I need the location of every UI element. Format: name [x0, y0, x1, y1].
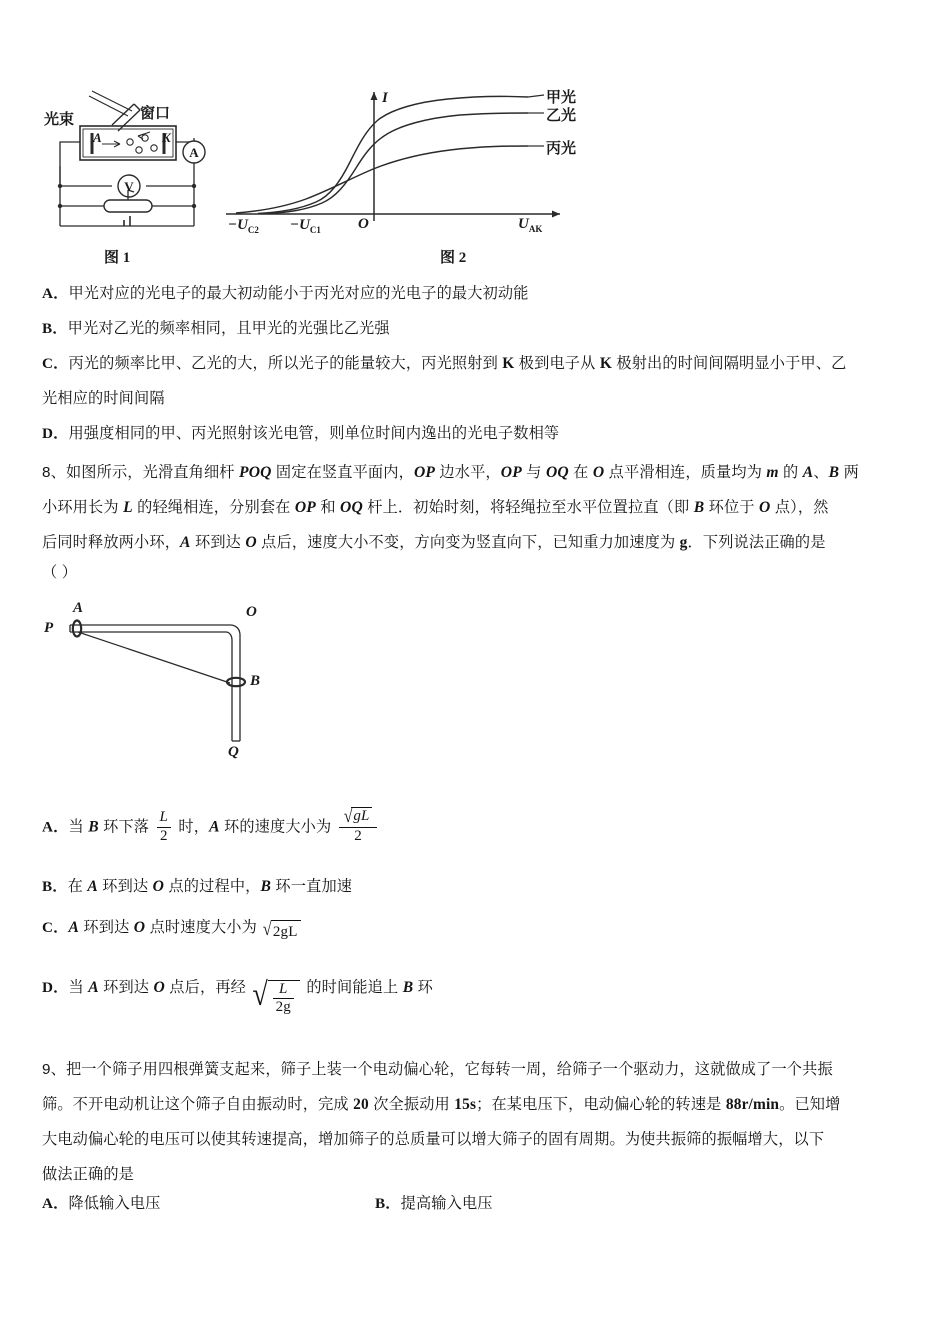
q7-option-c-line2 — [42, 389, 165, 409]
q8-option-d-seg3: 点后，再经 — [164, 979, 251, 996]
figure-2-caption: 图 2 — [440, 250, 467, 266]
q8-option-d — [42, 978, 433, 1016]
q8-option-d-seg2: 环到达 — [98, 979, 154, 996]
q8-l1-i4: OQ — [545, 464, 569, 481]
q8-answer-blank-text: （ ） — [42, 564, 78, 581]
q8-l1-i5: O — [592, 464, 605, 481]
q9-option-b — [375, 1194, 493, 1214]
poq-label-p: P — [44, 620, 54, 636]
figure-2-graph — [222, 78, 602, 273]
tick-uc2-sub: C2 — [247, 225, 259, 235]
q8-option-c-i1: A — [68, 919, 80, 936]
q7-option-b-mark: B． — [42, 320, 68, 337]
q9-oscillation-count: 20 — [353, 1096, 369, 1113]
q8-l1-p7: 的 — [778, 464, 803, 481]
q8-option-d-seg4: 的时间能追上 — [301, 979, 403, 996]
q9-option-a-text: 降低输入电压 — [68, 1195, 161, 1212]
q9-line1-text: 把一个筛子用四根弹簧支起来，筛子上装一个电动偏心轮，它每转一周，给筛子一个驱动力，这就做成了一个共振 — [65, 1061, 833, 1078]
q8-option-d-mark: D． — [42, 979, 69, 996]
voltmeter-symbol: V — [124, 179, 134, 194]
q9-option-a — [42, 1194, 161, 1214]
q8-option-a — [42, 805, 380, 844]
q7-option-c-pre: 丙光的频率比甲、乙光的大，所以光子的能量较大，丙光照射到 — [68, 355, 503, 372]
q8-l1-i8: B — [828, 464, 840, 481]
q8-option-d-frac-den: 2g — [275, 999, 291, 1016]
q7-option-a-mark: A． — [42, 285, 69, 302]
q7-option-c-line2-text: 光相应的时间间隔 — [42, 390, 165, 407]
q8-option-d-seg5: 环 — [413, 979, 433, 996]
q8-l1-p2: 固定在竖直平面内， — [271, 464, 414, 481]
q8-l1-p5: 在 — [568, 464, 593, 481]
q8-option-a-frac1-num: L — [157, 810, 172, 828]
q8-l3-i1: A — [180, 534, 191, 551]
cathode-label: K — [162, 130, 171, 145]
q8-l2-p6: 点），然 — [770, 499, 829, 516]
q8-l1-p9: 两 — [839, 464, 859, 481]
q8-option-a-seg2: 环下落 — [98, 818, 154, 836]
q8-option-b-seg4: 环一直加速 — [271, 878, 353, 895]
q8-l1-p3: 边水平， — [435, 464, 501, 481]
q8-l2-p5: 环位于 — [704, 499, 760, 516]
q8-option-b-seg1: 在 — [67, 878, 88, 895]
q8-l3-i2: O — [245, 534, 257, 551]
q8-l1-p4: 与 — [521, 464, 546, 481]
q8-l1-p8: 、 — [813, 464, 829, 481]
q8-l2-i4: B — [693, 499, 705, 516]
q8-option-a-seg1: 当 — [68, 818, 89, 836]
q8-option-a-fraction-sqrtgL-2 — [339, 805, 378, 844]
q9-line3-text: 大电动偏心轮的电压可以使其转速提高，增加筛子的总质量可以增大筛子的固有周期。为使共振筛的振幅增大，以下 — [42, 1131, 825, 1148]
q9-line2-post: 。已知增 — [779, 1096, 841, 1113]
q9-line3 — [42, 1130, 824, 1150]
q8-l1-p1: 如图所示，光滑直角细杆 — [65, 464, 240, 481]
q8-option-c-mark: C． — [42, 919, 69, 936]
q9-option-b-mark: B． — [375, 1195, 401, 1212]
q8-stem-line3 — [42, 533, 826, 553]
x-axis-label — [518, 216, 542, 234]
q8-option-a-frac2-num — [339, 805, 378, 828]
radical-sign: √ — [252, 976, 269, 1013]
poq-label-a: A — [73, 600, 84, 616]
q9-duration: 15s — [454, 1096, 477, 1113]
radical-sign: √ — [343, 805, 353, 827]
q8-l2-p1: 小环用长为 — [42, 499, 124, 516]
poq-label-q: Q — [228, 744, 239, 760]
curve-label-jia: 甲光 — [546, 89, 577, 106]
q8-l1-i1: POQ — [239, 464, 272, 481]
x-axis-label-main: U — [518, 216, 529, 232]
poq-label-o: O — [246, 604, 257, 620]
q8-option-b-i1: A — [87, 878, 98, 895]
q8-option-a-frac1-den: 2 — [159, 827, 168, 844]
x-axis-label-sub: AK — [528, 224, 543, 234]
q9-line1 — [42, 1060, 833, 1080]
q7-option-c-line1 — [42, 354, 846, 374]
radical-sign: √ — [263, 918, 273, 940]
q8-l1-i2: OP — [413, 464, 436, 481]
ammeter-symbol: A — [189, 145, 199, 160]
q8-l3-i3: g — [679, 534, 688, 551]
q9-line4 — [42, 1165, 134, 1185]
q8-l2-i5: O — [759, 499, 771, 516]
q8-option-b-mark: B． — [42, 878, 68, 895]
q7-option-c-post: 极射出的时间间隔明显小于甲、乙 — [611, 355, 847, 372]
q8-diagram-poq — [42, 596, 302, 776]
window-label: 窗口 — [140, 105, 171, 122]
q7-option-c-k2: K — [599, 355, 612, 372]
q8-option-b-seg2: 环到达 — [97, 878, 153, 895]
q8-l2-p2: 的轻绳相连，分别套在 — [132, 499, 295, 516]
radical-gL — [343, 807, 373, 826]
q8-l2-p4: 杆上．初始时刻，将轻绳拉至水平位置拉直（即 — [362, 499, 694, 516]
q8-option-b-seg3: 点的过程中， — [164, 878, 261, 895]
tick-uc1-main: −U — [290, 217, 310, 233]
q9-option-a-mark: A． — [42, 1195, 69, 1212]
q8-l2-p3: 和 — [315, 499, 341, 516]
q8-l1-i7: A — [802, 464, 814, 481]
q8-l2-i2: OP — [294, 499, 316, 516]
q8-l1-i6: m — [766, 464, 779, 481]
q8-option-c-seg3: 点时速度大小为 — [145, 919, 262, 936]
q8-option-d-frac-num: L — [273, 982, 294, 1000]
q8-l1-i3: OP — [500, 464, 522, 481]
curve-label-yi: 乙光 — [546, 107, 577, 124]
q7-option-c-mark: C． — [42, 355, 69, 372]
q9-line2-mid2: ；在某电压下，电动偏心轮的转速是 — [476, 1096, 726, 1113]
q7-option-d — [42, 424, 559, 444]
q9-option-b-text: 提高输入电压 — [400, 1195, 493, 1212]
q9-line2 — [42, 1095, 840, 1115]
q9-line4-text: 做法正确的是 — [42, 1166, 135, 1183]
q7-option-a-text: 甲光对应的光电子的最大初动能小于丙光对应的光电子的最大初动能 — [68, 285, 529, 302]
q8-option-c — [42, 918, 303, 942]
q8-l2-i3: OQ — [340, 499, 363, 516]
q8-stem-line1 — [42, 463, 859, 483]
tick-uc1-sub: C1 — [309, 225, 321, 235]
q8-option-c-radicand: 2gL — [271, 920, 301, 942]
curve-label-bing: 丙光 — [546, 140, 577, 157]
tick-uc2-main: −U — [228, 217, 248, 233]
q7-option-d-text: 用强度相同的甲、丙光照射该光电管，则单位时间内逸出的光电子数相等 — [68, 425, 560, 442]
q8-option-b-i2: O — [152, 878, 165, 895]
q8-option-a-i1: B — [88, 818, 99, 836]
q8-option-a-frac2-den: 2 — [354, 827, 362, 844]
q8-answer-blank — [42, 563, 77, 583]
q7-option-a — [42, 284, 529, 304]
q8-l3-p2: 环到达 — [190, 534, 246, 551]
q8-l1-p6: 点平滑相连，质量均为 — [604, 464, 767, 481]
q9-rotation-speed: 88r/min — [725, 1096, 780, 1113]
iv-curve-svg — [222, 78, 602, 243]
q9-line2-pre: 筛。不开电动机让这个筛子自由振动时，完成 — [42, 1096, 354, 1113]
poq-rod-svg — [42, 596, 302, 776]
q8-option-d-seg1: 当 — [68, 979, 89, 996]
q8-option-d-i3: B — [402, 979, 414, 996]
y-axis-label: I — [382, 90, 388, 106]
q8-option-c-seg2: 环到达 — [79, 919, 134, 936]
q8-option-b — [42, 877, 352, 897]
q8-option-d-radicand — [268, 980, 300, 1017]
q8-stem-line2 — [42, 498, 829, 518]
q8-option-a-radicand: gL — [351, 807, 372, 825]
q8-option-a-seg4: 环的速度大小为 — [219, 818, 336, 836]
q9-line2-mid: 次全振动用 — [368, 1096, 455, 1113]
circuit-diagram-svg — [42, 78, 232, 243]
light-beam-label: 光束 — [44, 111, 75, 128]
q8-option-b-i3: B — [260, 878, 272, 895]
q8-option-a-fraction-L-2 — [157, 810, 172, 845]
q8-l3-p1: 后同时释放两小环， — [42, 534, 181, 551]
q7-option-c-mid: 极到电子从 — [514, 355, 600, 372]
q8-option-a-seg3: 时， — [174, 818, 210, 836]
figure-1-caption: 图 1 — [104, 250, 131, 266]
origin-label: O — [358, 216, 369, 232]
figure-1-circuit — [42, 78, 232, 273]
q8-number: 8、 — [42, 464, 66, 481]
q9-number: 9、 — [42, 1061, 66, 1078]
q8-option-a-mark: A． — [42, 818, 69, 836]
q7-option-c-k1: K — [502, 355, 515, 372]
q7-option-b — [42, 319, 390, 339]
q8-option-a-i2: A — [209, 818, 220, 836]
q8-l3-p4: ．下列说法正确的是 — [687, 534, 826, 551]
figures-row — [42, 78, 602, 273]
poq-label-b: B — [250, 673, 261, 689]
q8-option-d-radical-L-over-2g — [251, 976, 300, 1017]
q8-l2-i1: L — [123, 499, 133, 516]
q8-option-d-inner-fraction — [273, 982, 294, 1017]
q8-option-c-i2: O — [133, 919, 146, 936]
tick-label-uc1 — [290, 217, 321, 235]
q8-option-c-radical-2gL — [262, 920, 300, 942]
q8-option-d-i2: O — [153, 979, 165, 996]
q8-option-d-i1: A — [88, 979, 99, 996]
anode-label: A — [93, 130, 102, 145]
q7-option-d-mark: D． — [42, 425, 69, 442]
q7-option-b-text: 甲光对乙光的频率相同，且甲光的光强比乙光强 — [67, 320, 390, 337]
q8-l3-p3: 点后，速度大小不变，方向变为竖直向下，已知重力加速度为 — [256, 534, 680, 551]
tick-label-uc2 — [228, 217, 259, 235]
